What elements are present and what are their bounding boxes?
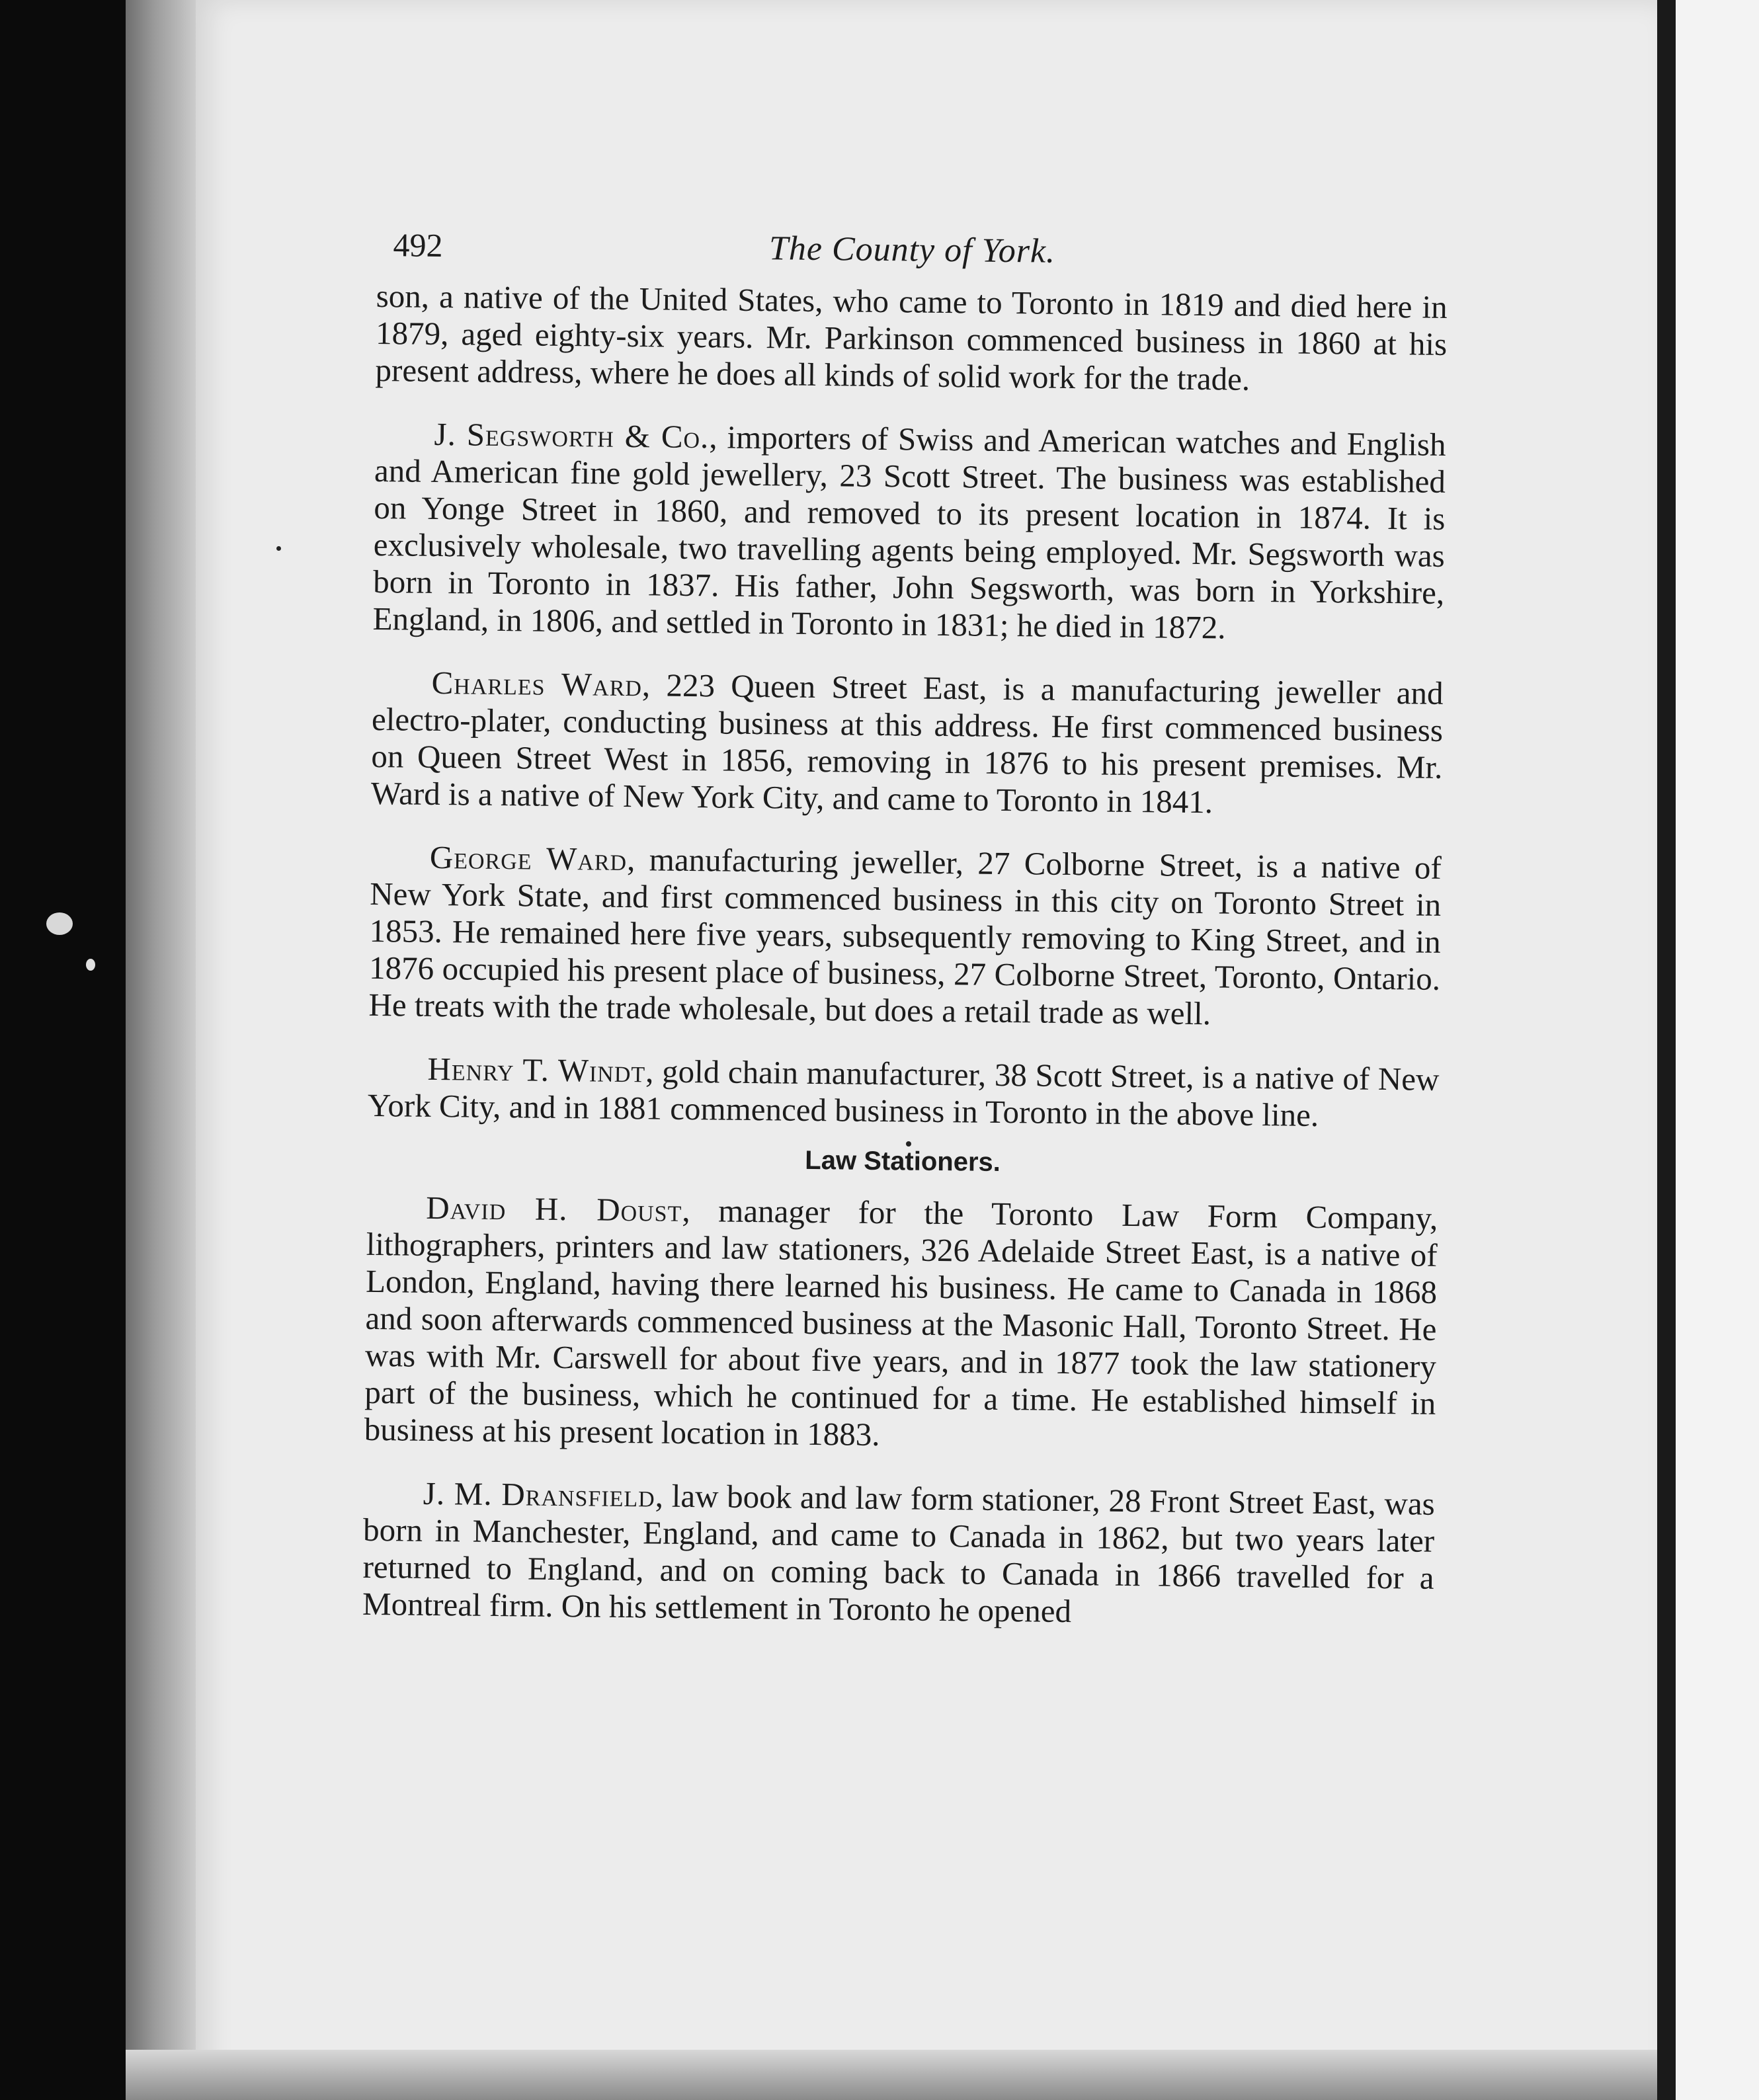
entry-text: , manager for the Toronto Law Form Company, lithographers, printers and law stationers, 326 Adelaide Street East, is a native of London, England, having there learned his business. He came to Canada in 1868 and soon afterwards commenced business at the Masonic Hall, Toronto Street. He was with Mr. Carswell for about five years, and in 1877 took the law stationery part of the business, which he continued for a time. He established himself in business at his present location in 1883.: [364, 1191, 1438, 1453]
page-number: 492: [393, 226, 443, 264]
entry-text: , gold chain manufacturer, 38 Scott Street, is a native of New York City, and in 1881 commenced business in Toronto in the above line.: [367, 1053, 1440, 1133]
entry-name: Henry T. Windt: [427, 1050, 646, 1090]
entry-name: Charles Ward: [431, 664, 643, 704]
entry-text: , law book and law form stationer, 28 Front Street East, was born in Manchester, England, and came to Canada in 1862, but two years later returned to England, and on coming back to Canada in 1866 travelled for a Montreal firm. On his settlement in Toronto he opened: [362, 1477, 1436, 1630]
entry-paragraph: [368, 838, 1442, 1035]
entry-name: George Ward: [429, 838, 628, 878]
entry-text: , importers of Swiss and American watches and English and American fine gold jewellery, 23 Scott Street. The business was established on Yonge Street in 1860, and removed to its present location in 1874. It is exclusively wholesale, two travelling agents being employed. Mr. Segsworth was born in Toronto in 1837. His father, John Segsworth, was born in Yorkshire, England, in 1806, and settled in Toronto in 1831; he died in 1872.: [372, 419, 1446, 646]
book-spine-edge: [126, 0, 198, 2100]
facing-page-edge: [1676, 0, 1759, 2100]
section-heading: Law Stationers.: [805, 1145, 1001, 1177]
scan-speck: [86, 959, 95, 971]
entry-name: J. Segsworth & Co.: [434, 415, 710, 456]
entry-paragraph: [372, 415, 1446, 649]
scan-speck: [276, 546, 281, 551]
entry-paragraph: [362, 1474, 1435, 1634]
entry-paragraph: [371, 664, 1444, 823]
page-text-block: [362, 218, 1448, 1660]
scan-speck: [46, 912, 73, 935]
facing-page-gutter: [1657, 0, 1676, 2100]
entry-text: , manufacturing jeweller, 27 Colborne Street, is a native of New York State, and first commenced business in this city on Toronto Street in 1853. He remained here five years, subsequently removing to King Street, and in 1876 occupied his present place of business, 27 Colborne Street, Toronto, Ontario. He treats with the trade wholesale, but does a retail trade as well.: [368, 841, 1442, 1032]
entry-paragraph: [368, 1050, 1440, 1135]
paragraph-continuation: [375, 278, 1448, 400]
running-header: [376, 218, 1448, 282]
entry-text: , 223 Queen Street East, is a manufacturing jeweller and electro-plater, conducting business at this address. He first commenced business on Queen Street West in 1856, removing in 1876 to his present premises. Mr. Ward is a native of New York City, and came to Toronto in 1841.: [370, 666, 1444, 821]
running-title: The County of York.: [768, 229, 1056, 270]
page-bottom-edge: [126, 2050, 1666, 2100]
entry-name: David H. Doust: [426, 1189, 682, 1229]
paragraph-text: son, a native of the United States, who came to Toronto in 1819 and died here in 1879, aged eighty-six years. Mr. Parkinson commenced business in 1860 at his present address, where he does all kinds of solid work for the trade.: [375, 277, 1448, 397]
entry-paragraph: [364, 1189, 1438, 1459]
entry-name: J. M. Dransfield: [423, 1474, 656, 1514]
